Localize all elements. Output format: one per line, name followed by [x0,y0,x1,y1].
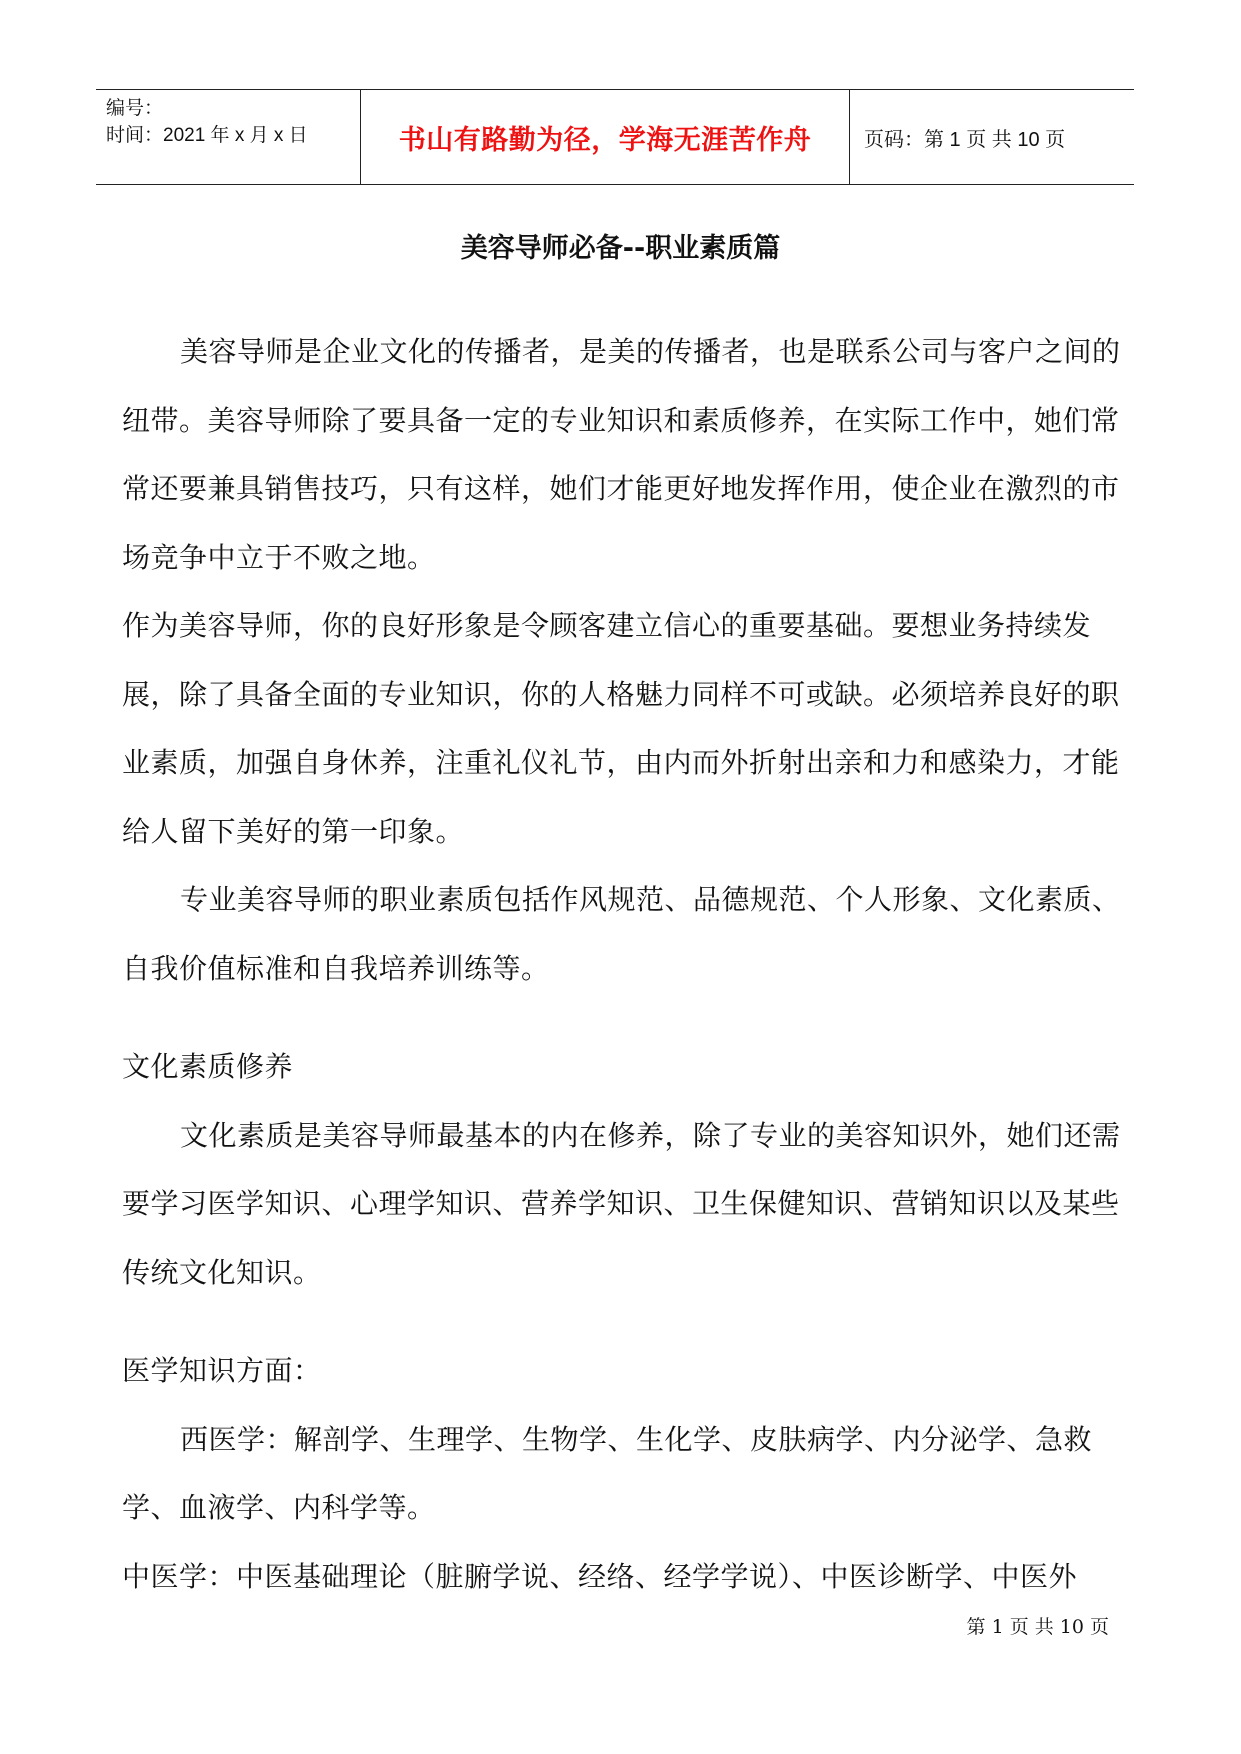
document-number-label: 编号： [106,98,164,119]
header-motto-cell [361,90,850,184]
paragraph-culture: 文化素质是美容导师最基本的内在修养，除了专业的美容知识外，她们还需要学习医学知识、心理学知识、营养学知识、卫生保健知识、营销知识以及某些传统文化知识。 [122,1118,1121,1289]
motto-text: 书山有路勤为径，学海无涯苦作舟 [398,124,812,156]
paragraph-image: 作为美容导师，你的良好形象是令顾客建立信心的重要基础。要想业务持续发展，除了具备全面的专业知识，你的人格魅力同样不可或缺。必须培养良好的职业素质，加强自身休养，注重礼仪礼节，由内而外折射出亲和力和感染力，才能给人留下美好的第一印象。 [122,609,1120,848]
page-footer: 第 1 页 共 10 页 [966,1616,1109,1638]
paragraph-western-medicine: 西医学：解剖学、生理学、生物学、生化学、皮肤病学、内分泌学、急救学、血液学、内科学等。 [122,1422,1093,1524]
document-time-label: 时间：2021 年 x 月 x 日 [106,125,308,146]
section-heading-medical: 医学知识方面： [122,1354,322,1387]
paragraph-intro: 美容导师是企业文化的传播者，是美的传播者，也是联系公司与客户之间的纽带。美容导师除了要具备一定的专业知识和素质修养，在实际工作中，她们常常还要兼具销售技巧，只有这样，她们才能更好地发挥作用，使企业在激烈的市场竞争中立于不败之地。 [122,335,1121,574]
header-meta-cell [96,90,361,184]
header-page-cell [850,90,1134,184]
paragraph-qualities: 专业美容导师的职业素质包括作风规范、品德规范、个人形象、文化素质、自我价值标准和自我培养训练等。 [122,883,1121,985]
page-header [96,89,1134,185]
document-title: 美容导师必备--职业素质篇 [460,233,781,264]
page-code-label: 页码：第 1 页 共 10 页 [864,128,1066,151]
document-body [122,318,1122,1611]
section-heading-culture: 文化素质修养 [122,1050,294,1083]
paragraph-chinese-medicine: 中医学：中医基础理论（脏腑学说、经络、经学学说）、中医诊断学、中医外 [122,1559,1078,1593]
